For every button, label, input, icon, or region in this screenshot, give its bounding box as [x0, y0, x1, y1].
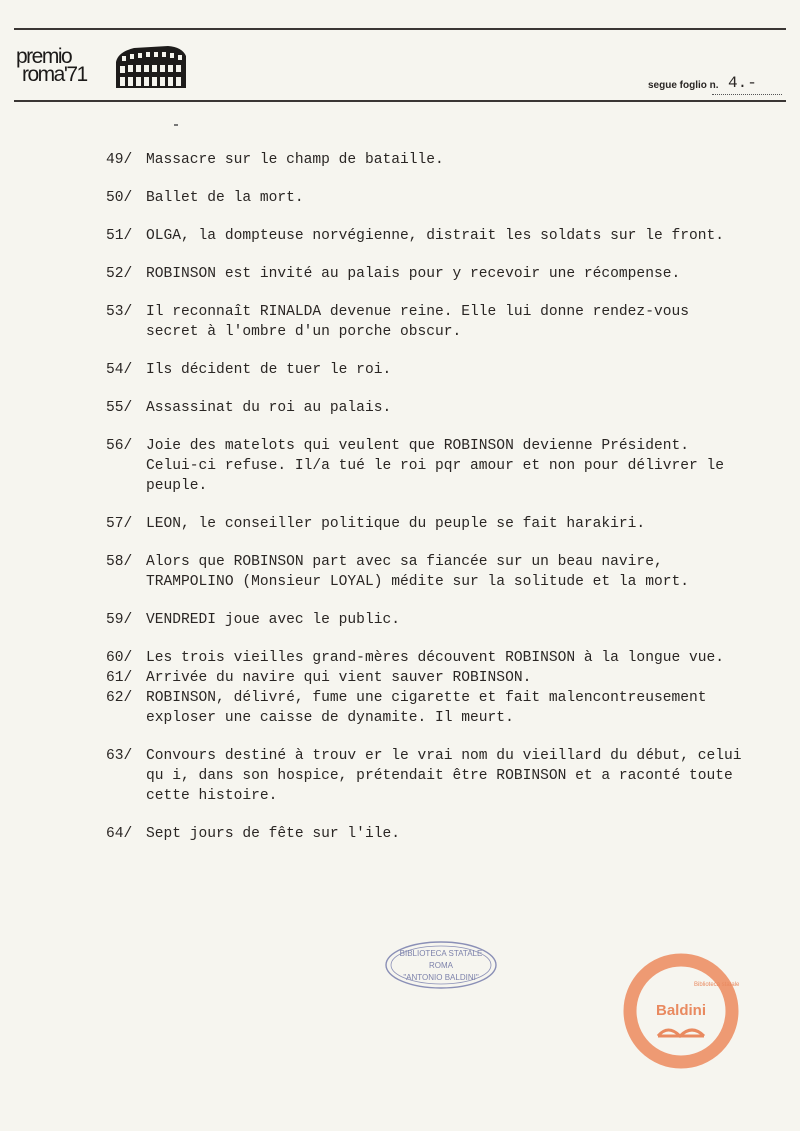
scene-entry: [106, 514, 796, 534]
scene-entry: [106, 552, 796, 592]
scene-number: 58/: [106, 554, 133, 570]
scene-text-line: Assassinat du roi au palais.: [146, 400, 392, 416]
ink-speck: [174, 124, 178, 126]
scene-text-line: Les trois vieilles grand-mères découvent ROBINSON à la longue vue.: [146, 650, 725, 666]
scene-entry: [106, 648, 796, 668]
scene-number: 49/: [106, 152, 133, 168]
scene-text-line: cette histoire.: [146, 788, 278, 804]
scene-number: 53/: [106, 304, 133, 320]
scene-text-line: Arrivée du navire qui vient sauver ROBINSON.: [146, 670, 532, 686]
scene-entry: [106, 302, 796, 342]
scene-text-line: exploser une caisse de dynamite. Il meurt.: [146, 710, 514, 726]
scene-entry: [106, 150, 796, 170]
scene-text-line: LEON, le conseiller politique du peuple se fait harakiri.: [146, 516, 646, 532]
header-bottom-rule: [14, 100, 786, 102]
page-number-underline: [712, 94, 782, 95]
scene-text-line: Celui-ci refuse. Il/a tué le roi pqr amour et non pour délivrer le: [146, 458, 725, 474]
scene-text-line: peuple.: [146, 478, 208, 494]
scene-number: 62/: [106, 690, 133, 706]
scene-text-line: VENDREDI joue avec le public.: [146, 612, 400, 628]
scene-text-line: Alors que ROBINSON part avec sa fiancée sur un beau navire,: [146, 554, 663, 570]
header-top-rule: [14, 28, 786, 30]
scene-entry: [106, 226, 796, 246]
scene-text-line: Massacre sur le champ de bataille.: [146, 152, 444, 168]
scene-text-line: Ballet de la mort.: [146, 190, 304, 206]
scene-number: 61/: [106, 670, 133, 686]
scene-number: 52/: [106, 266, 133, 282]
scene-entry: [106, 610, 796, 630]
scene-number: 51/: [106, 228, 133, 244]
scene-entry: [106, 436, 796, 496]
scene-entry: [106, 264, 796, 284]
scene-text-line: ROBINSON est invité au palais pour y recevoir une récompense.: [146, 266, 681, 282]
library-stamp: [384, 940, 498, 990]
scene-entry: [106, 360, 796, 380]
colosseum-icon: [112, 44, 190, 90]
scene-text-line: OLGA, la dompteuse norvégienne, distrait les soldats sur le front.: [146, 228, 725, 244]
scene-text-line: Joie des matelots qui veulent que ROBINSON devienne Président.: [146, 438, 689, 454]
baldini-small-text: Biblioteca statale: [694, 982, 740, 988]
scene-number: 55/: [106, 400, 133, 416]
scene-number: 50/: [106, 190, 133, 206]
scene-list: [106, 150, 796, 844]
segue-foglio-label: segue foglio n.: [648, 80, 719, 91]
scene-number: 64/: [106, 826, 133, 842]
scene-entry: [106, 398, 796, 418]
scene-number: 63/: [106, 748, 133, 764]
scene-text-line: Convours destiné à trouv er le vrai nom du vieillard du début, celui: [146, 748, 742, 764]
scene-text-line: Ils décident de tuer le roi.: [146, 362, 392, 378]
scene-number: 54/: [106, 362, 133, 378]
baldini-name: Baldini: [655, 1002, 706, 1019]
scene-entry: [106, 188, 796, 208]
scene-entry: [106, 746, 796, 806]
scene-text-line: qu i, dans son hospice, prétendait être ROBINSON et a raconté toute: [146, 768, 733, 784]
logo-word-roma: roma'71: [22, 63, 87, 86]
stamp-line-3: "ANTONIO BALDINI": [403, 973, 479, 982]
premio-roma-logo: [16, 44, 196, 92]
scene-entry: [106, 824, 796, 844]
stamp-line-2: ROMA: [429, 961, 453, 970]
scene-number: 60/: [106, 650, 133, 666]
scene-entry: [106, 668, 796, 688]
scene-text-line: Il reconnaît RINALDA devenue reine. Elle lui donne rendez-vous: [146, 304, 689, 320]
stamp-line-1: BIBLIOTECA STATALE: [399, 949, 483, 958]
logo-word-premio: premio: [16, 45, 72, 68]
baldini-library-logo: [622, 952, 740, 1070]
scene-text-line: Sept jours de fête sur l'ile.: [146, 826, 400, 842]
scene-number: 57/: [106, 516, 133, 532]
scene-number: 56/: [106, 438, 133, 454]
scene-entry: [106, 688, 796, 728]
page-number: 4.-: [728, 74, 757, 92]
scene-text-line: ROBINSON, délivré, fume une cigarette et fait malencontreusement: [146, 690, 707, 706]
scene-text-line: secret à l'ombre d'un porche obscur.: [146, 324, 462, 340]
scene-text-line: TRAMPOLINO (Monsieur LOYAL) médite sur la solitude et la mort.: [146, 574, 689, 590]
scene-number: 59/: [106, 612, 133, 628]
